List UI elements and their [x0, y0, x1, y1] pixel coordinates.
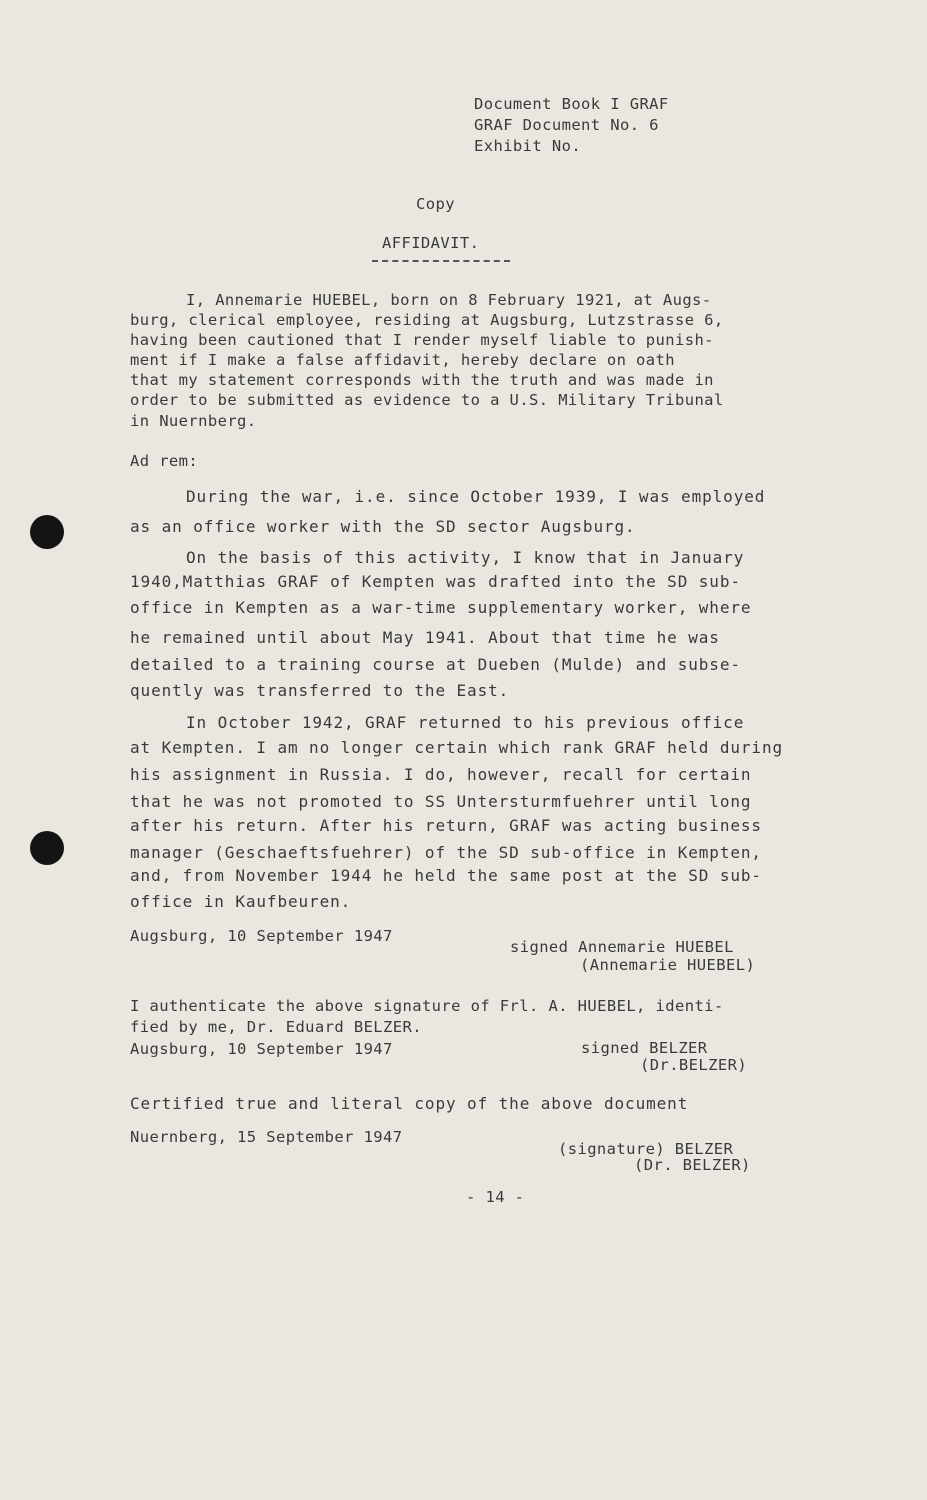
ad-rem-label: Ad rem: — [130, 452, 199, 470]
header-line-3: Exhibit No. — [474, 137, 582, 155]
punch-hole-bottom — [30, 831, 64, 865]
intro-line-3: having been cautioned that I render myself liable to punish- — [130, 331, 714, 349]
intro-line-7: in Nuernberg. — [130, 412, 257, 430]
para3-line-8: office in Kaufbeuren. — [130, 892, 352, 911]
intro-line-6: order to be submitted as evidence to a U.S. Military Tribunal — [130, 391, 724, 409]
para2-line-3: office in Kempten as a war-time supplementary worker, where — [130, 598, 752, 617]
para3-line-2: at Kempten. I am no longer certain which rank GRAF held during — [130, 738, 784, 757]
para1-line-1: During the war, i.e. since October 1939, I was employed — [186, 487, 766, 506]
cert-line-1: Certified true and literal copy of the above document — [130, 1094, 689, 1113]
para3-line-5: after his return. After his return, GRAF was acting business — [130, 816, 762, 835]
header-line-1: Document Book I GRAF — [474, 95, 669, 113]
cert-name: (Dr. BELZER) — [634, 1156, 751, 1174]
intro-line-4: ment if I make a false affidavit, hereby declare on oath — [130, 351, 675, 369]
intro-line-1: I, Annemarie HUEBEL, born on 8 February 1921, at Augs- — [186, 291, 712, 309]
para3-line-7: and, from November 1944 he held the same post at the SD sub- — [130, 866, 762, 885]
para1-line-2: as an office worker with the SD sector Augsburg. — [130, 517, 636, 536]
sig1-signed: signed Annemarie HUEBEL — [510, 938, 734, 956]
cert-signed: (signature) BELZER — [558, 1140, 734, 1158]
auth-place-date: Augsburg, 10 September 1947 — [130, 1040, 393, 1058]
para2-line-1: On the basis of this activity, I know that in January — [186, 548, 745, 567]
para2-line-4: he remained until about May 1941. About that time he was — [130, 628, 720, 647]
auth-signed: signed BELZER — [581, 1039, 708, 1057]
cert-place-date: Nuernberg, 15 September 1947 — [130, 1128, 403, 1146]
page-number: - 14 - — [466, 1188, 525, 1206]
para3-line-4: that he was not promoted to SS Untersturmfuehrer until long — [130, 792, 752, 811]
auth-line-2: fied by me, Dr. Eduard BELZER. — [130, 1018, 422, 1036]
copy-label: Copy — [416, 195, 455, 213]
para3-line-6: manager (Geschaeftsfuehrer) of the SD sub-office in Kempten, — [130, 843, 762, 862]
para2-line-2: 1940,Matthias GRAF of Kempten was drafted into the SD sub- — [130, 572, 741, 591]
sig1-name: (Annemarie HUEBEL) — [580, 956, 756, 974]
title-underline — [372, 260, 510, 262]
sig1-place-date: Augsburg, 10 September 1947 — [130, 927, 393, 945]
document-title: AFFIDAVIT. — [382, 234, 480, 252]
para2-line-6: quently was transferred to the East. — [130, 681, 510, 700]
auth-line-1: I authenticate the above signature of Frl. A. HUEBEL, identi- — [130, 997, 724, 1015]
para3-line-3: his assignment in Russia. I do, however, recall for certain — [130, 765, 752, 784]
intro-line-5: that my statement corresponds with the truth and was made in — [130, 371, 714, 389]
para3-line-1: In October 1942, GRAF returned to his previous office — [186, 713, 745, 732]
intro-line-2: burg, clerical employee, residing at Augsburg, Lutzstrasse 6, — [130, 311, 724, 329]
header-line-2: GRAF Document No. 6 — [474, 116, 659, 134]
punch-hole-top — [30, 515, 64, 549]
auth-name: (Dr.BELZER) — [640, 1056, 748, 1074]
para2-line-5: detailed to a training course at Dueben (Mulde) and subse- — [130, 655, 741, 674]
